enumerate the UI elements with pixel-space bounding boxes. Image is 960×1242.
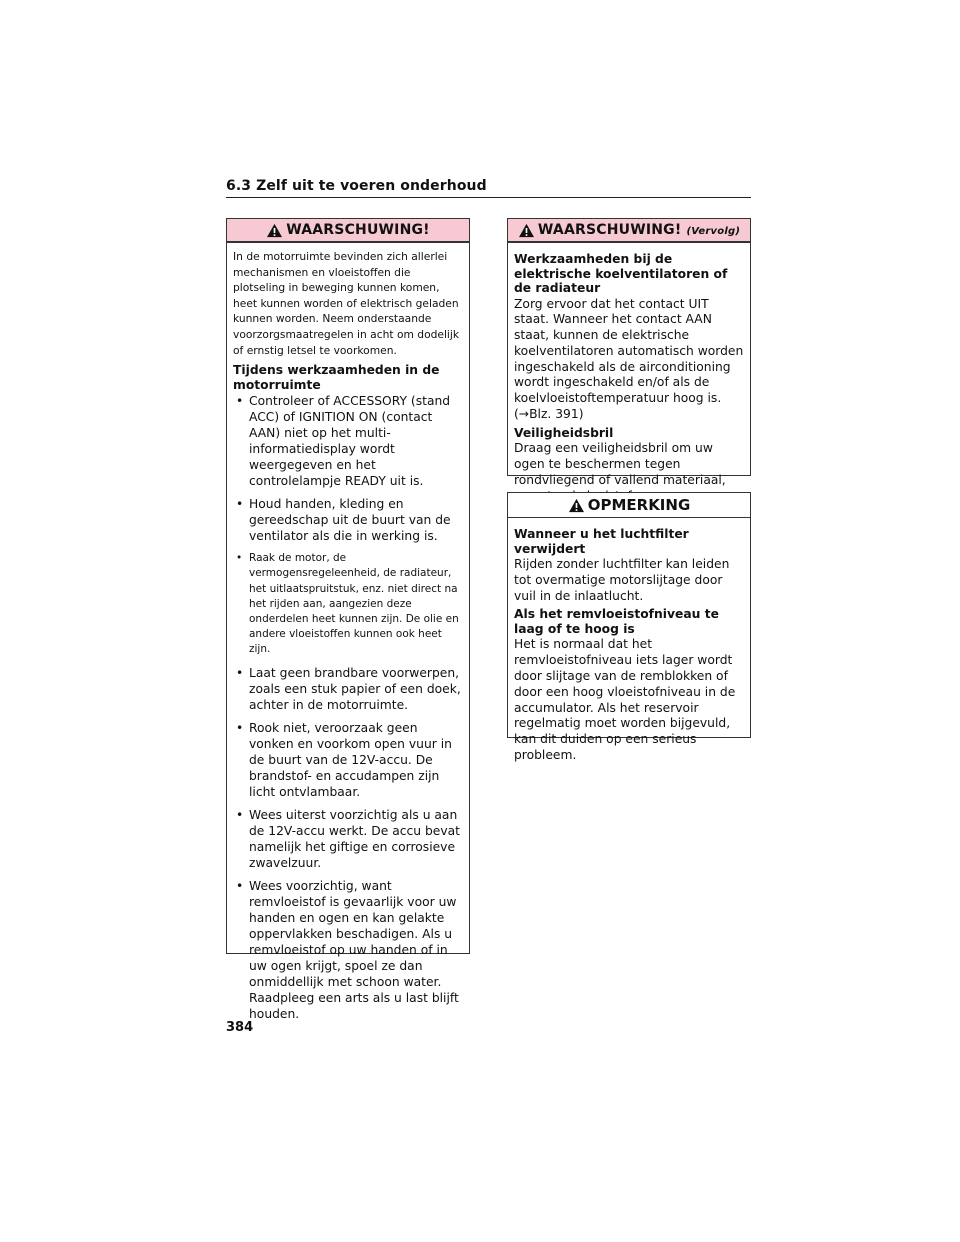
list-item: • Houd handen, kleding en gereedschap uit de buurt van de ventilator als die in werking is. bbox=[233, 496, 463, 544]
warning-text-fans: Zorg ervoor dat het contact UIT staat. Wanneer het contact AAN staat, kunnen de elektrische koelventilatoren automatisch worden ingeschakeld als de airconditioning wordt ingeschakeld en/of als de koelvloeistoftemperatuur hoog is. (→Blz. 391) bbox=[514, 296, 744, 422]
note-title: OPMERKING bbox=[587, 496, 691, 514]
warning-heading-goggles: Veiligheidsbril bbox=[514, 425, 614, 440]
warning-header bbox=[508, 219, 750, 243]
warning-intro: In de motorruimte bevinden zich allerlei mechanismen en vloeistoffen die plotseling in beweging kunnen komen, heet kunnen worden of elektrisch geladen kunnen worden. Neem onderstaande voorzorgsmaatregelen in acht om dodelijk of ernstig letsel te voorkomen. bbox=[233, 250, 460, 357]
warning-heading-fans: Werkzaamheden bij de elektrische koelventilatoren of de radiateur bbox=[514, 252, 728, 295]
list-item: • Raak de motor, de vermogensregeleenheid, de radiateur, het uitlaatspruitstuk, enz. niet direct na het rijden aan, aangezien deze onderdelen heet kunnen zijn. De olie en andere vloeistoffen kunnen ook heet zijn. bbox=[233, 551, 463, 657]
note-heading-brakefluid: Als het remvloeistofniveau te laag of te hoog is bbox=[514, 607, 719, 636]
note-header bbox=[508, 493, 750, 518]
warning-title: WAARSCHUWING! bbox=[286, 222, 430, 238]
warning-triangle-icon bbox=[518, 223, 535, 238]
warning-bullet-list bbox=[233, 393, 463, 1021]
list-item: • Wees voorzichtig, want remvloeistof is gevaarlijk voor uw handen en ogen en kan gelakte oppervlakken beschadigen. Als u remvloeistof op uw handen of in uw ogen krijgt, spoel ze dan onmiddellijk met schoon water. Raadpleeg een arts als u last blijft houden. bbox=[233, 878, 463, 1022]
continued-label: (Vervolg) bbox=[686, 226, 741, 237]
note-heading-airfilter: Wanneer u het luchtfilter verwijdert bbox=[514, 527, 689, 556]
warning-triangle-icon bbox=[266, 223, 283, 238]
note-text-airfilter: Rijden zonder luchtfilter kan leiden tot overmatige motorslijtage door vuil in de inlaatlucht. bbox=[514, 557, 730, 603]
caution-triangle-icon bbox=[568, 498, 585, 513]
note-text-brakefluid: Het is normaal dat het remvloeistofniveau iets lager wordt door slijtage van de remblokken of door een hoog vloeistofniveau in de accumulator. Als het reservoir regelmatig moet worden bijgevuld, kan dit duiden op een serieus probleem. bbox=[514, 637, 736, 762]
warning-subheading: Tijdens werkzaamheden in de motorruimte bbox=[233, 363, 440, 392]
list-item: • Controleer of ACCESSORY (stand ACC) of IGNITION ON (contact AAN) niet op het multi-informatiedisplay wordt weergegeven en het controlelampje READY uit is. bbox=[233, 393, 463, 489]
page-number: 384 bbox=[226, 1020, 254, 1035]
section-title: 6.3 Zelf uit te voeren onderhoud bbox=[226, 178, 751, 198]
note-box bbox=[507, 492, 751, 762]
list-item: • Wees uiterst voorzichtig als u aan de 12V-accu werkt. De accu bevat namelijk het giftige en corrosieve zwavelzuur. bbox=[233, 807, 463, 871]
list-item: • Laat geen brandbare voorwerpen, zoals een stuk papier of een doek, achter in de motorruimte. bbox=[233, 665, 463, 713]
warning-title: WAARSCHUWING! bbox=[537, 222, 682, 238]
warning-header bbox=[227, 219, 469, 243]
list-item: • Rook niet, veroorzaak geen vonken en voorkom open vuur in de buurt van de 12V-accu. De brandstof- en accudampen zijn licht ontvlambaar. bbox=[233, 720, 463, 800]
warning-text-goggles: Draag een veiligheidsbril om uw ogen te beschermen tegen rondvliegend of vallend materiaal, bbox=[514, 441, 726, 487]
warning-box-left bbox=[226, 218, 470, 1021]
warning-box-continued bbox=[507, 218, 751, 487]
